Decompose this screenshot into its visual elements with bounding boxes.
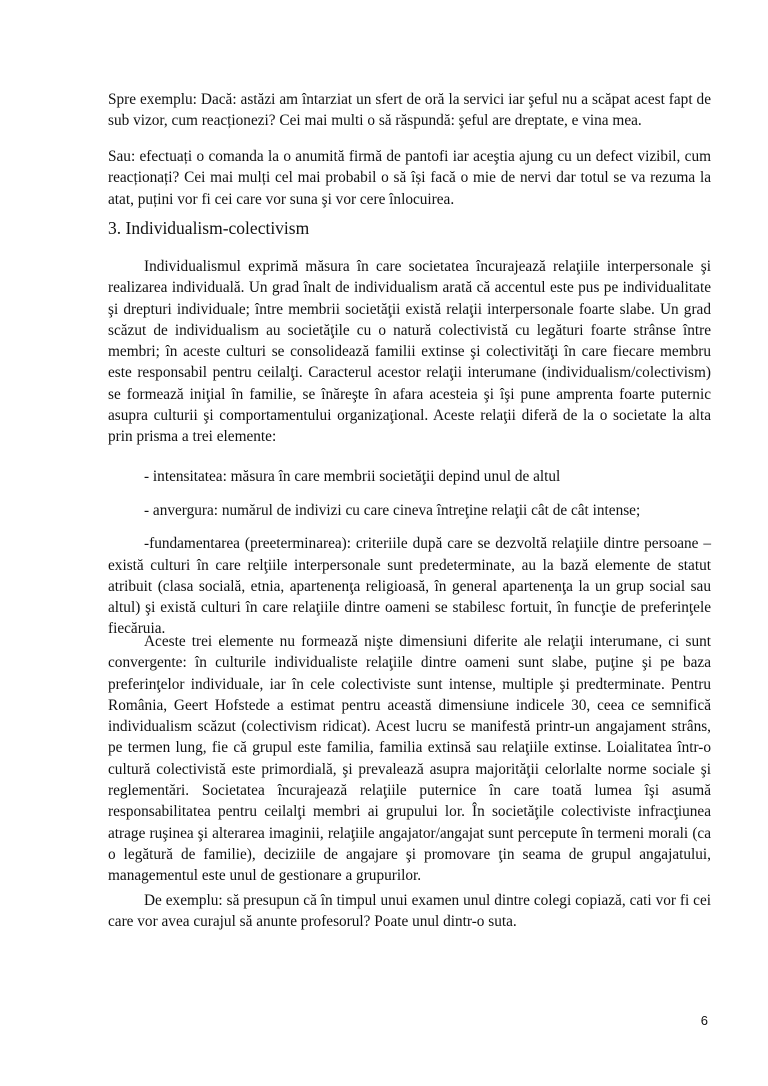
list-item-text: -fundamentarea (preeterminarea): criteriile după care se dezvoltă relaţiile dintre persoane – există culturi în care relţiile interpersonale sunt predeterminate, au la bază elemente de statut atribuit (clasa socială, etnia, apartenenţa religioasă, în general apartenenţa la un grup social sau altul) şi există culturi în care relaţiile dintre oameni se stabilesc fortuit, în funcţie de preferinţele fiecăruia. bbox=[108, 535, 711, 638]
section-heading: 3. Individualism-colectivism bbox=[108, 218, 310, 238]
paragraph-convergent-elements bbox=[108, 631, 711, 887]
page-number: 6 bbox=[700, 1013, 708, 1028]
paragraph-text: Aceste trei elemente nu formează nişte dimensiuni diferite ale relaţii interumane, ci sunt convergente: în culturile individualiste relaţiile dintre oameni sunt slabe, puţine şi pe baza preferinţelor individuale, iar în cele colectiviste sunt intense, multiple şi predterminate. Pentru România, Geert Hofstede a estimat pentru această dimensiune indicele 30, ceea ce semnifică individualism scăzut (colectivism ridicat). Acest lucru se manifestă printr-un angajament strâns, pe termen lung, fie că grupul este familia, familia extinsă sau relaţiile extinse. Loialitatea într-o cultură colectivistă este primordială, şi prevalează asupra majorităţii celorlalte norme sociale şi reglementări. Societatea încurajează relaţiile puternice în care toată lumea îşi asumă responsabilitatea pentru ceilalţi membri ai grupului lor. În societăţile colectiviste infracţiunea atrage ruşinea şi alterarea imaginii, relaţiile angajator/angajat sunt percepute în termeni morali (ca o legătură de familie), deciziile de angajare şi promovare ţin seama de grupul angajatului, managementul este unul de gestionare a grupurilor. bbox=[108, 633, 711, 885]
paragraph-individualism-definition bbox=[108, 256, 711, 448]
paragraph-text: Individualismul exprimă măsura în care societatea încurajează relaţiile interpersonale şi realizarea individuală. Un grad înalt de individualism arată că accentul este pus pe individualitate şi drepturi individuale; între membrii societăţii există relaţii interpersonale foarte slabe. Un grad scăzut de individualism au societăţile cu o natură colectivistă cu legături foarte strânse între membri; în aceste culturi se consolidează familii extinse şi colectivităţi în care fiecare membru este responsabil pentru ceilalţi. Caracterul acestor relaţii interumane (individualism/colectivism) se formează iniţial în familie, se înăreşte în afara acesteia şi îşi pune amprenta foarte puternic asupra culturii şi comportamentului organizaţional. Aceste relaţii diferă de la o societate la alta prin prisma a trei elemente: bbox=[108, 258, 711, 446]
paragraph-text: Sau: efectuați o comanda la o anumită firmă de pantofi iar aceştia ajung cu un defect vizibil, cum reacționați? Cei mai mulți cel mai probabil o să își facă o mie de nervi dar totul se va rezuma la atat, puțini vor fi cei care vor suna şi vor cere înlocuirea. bbox=[108, 148, 711, 208]
paragraph-text: De exemplu: să presupun că în timpul unui examen unul dintre colegi copiază, cati vor fi cei care vor avea curajul să anunte profesorul? Poate unul dintr-o suta. bbox=[108, 892, 711, 931]
paragraph-example-shoes bbox=[108, 146, 711, 210]
list-item-text: - intensitatea: măsura în care membrii societăţii depind unul de altul bbox=[144, 468, 561, 486]
paragraph-example-late bbox=[108, 89, 711, 132]
paragraph-text: Spre exemplu: Dacă: astăzi am întarziat un sfert de oră la servici iar şeful nu a scăpat acest fapt de sub vizor, cum reacționezi? Cei mai multi o să răspundă: şeful are dreptate, e vina mea. bbox=[108, 91, 711, 130]
paragraph-example-exam bbox=[108, 890, 711, 933]
list-item-text: - anvergura: numărul de indivizi cu care cineva întreţine relaţii cât de cât intense; bbox=[144, 502, 641, 520]
